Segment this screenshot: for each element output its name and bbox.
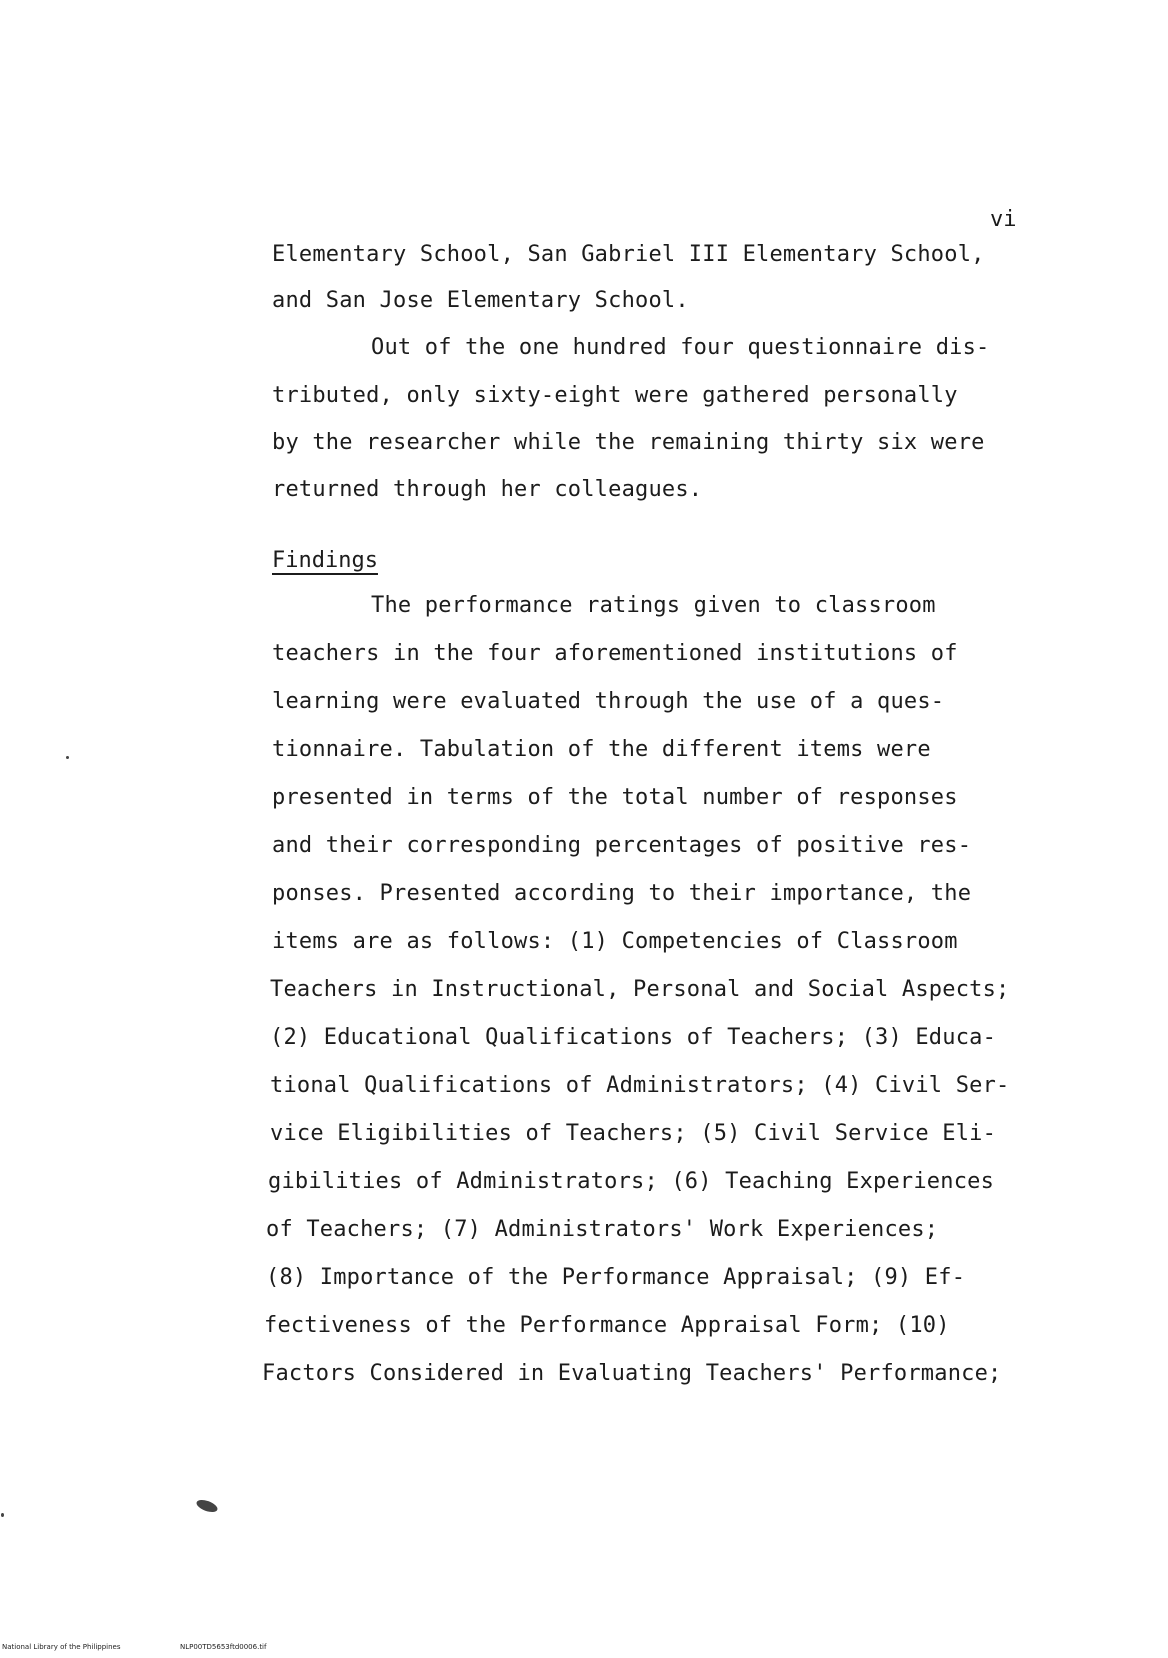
- scan-speck: [66, 756, 69, 759]
- body-line: and San Jose Elementary School.: [272, 288, 689, 313]
- scan-speck: [195, 1498, 219, 1515]
- paragraph-line: The performance ratings given to classroom: [371, 593, 936, 618]
- paragraph-line: Teachers in Instructional, Personal and Social Aspects;: [270, 977, 1010, 1002]
- paragraph-line: fectiveness of the Performance Appraisal Form; (10): [264, 1313, 950, 1338]
- paragraph-line: returned through her colleagues.: [272, 477, 703, 502]
- scan-speck: [1, 1513, 4, 1517]
- footer-file-id: NLP00TD5653ftd0006.tif: [180, 1643, 267, 1651]
- paragraph-line: items are as follows: (1) Competencies of Classroom: [272, 929, 958, 954]
- paragraph-line: (2) Educational Qualifications of Teachers; (3) Educa-: [270, 1025, 997, 1050]
- paragraph-line: tionnaire. Tabulation of the different items were: [272, 737, 931, 762]
- section-heading: Findings: [272, 548, 378, 573]
- footer-library: National Library of the Philippines: [2, 1643, 121, 1651]
- paragraph-line: gibilities of Administrators; (6) Teaching Experiences: [268, 1169, 995, 1194]
- paragraph-line: by the researcher while the remaining thirty six were: [272, 430, 985, 455]
- paragraph-line: learning were evaluated through the use of a ques-: [272, 689, 945, 714]
- paragraph-line: and their corresponding percentages of positive res-: [272, 833, 972, 858]
- paragraph-line: presented in terms of the total number of responses: [272, 785, 958, 810]
- paragraph-line: (8) Importance of the Performance Appraisal; (9) Ef-: [266, 1265, 966, 1290]
- paragraph-line: Factors Considered in Evaluating Teachers' Performance;: [262, 1361, 1002, 1386]
- paragraph-line: of Teachers; (7) Administrators' Work Experiences;: [266, 1217, 939, 1242]
- footer-credit: [2, 1643, 267, 1651]
- paragraph-line: teachers in the four aforementioned institutions of: [272, 641, 958, 666]
- paragraph-line: vice Eligibilities of Teachers; (5) Civil Service Eli-: [270, 1121, 997, 1146]
- paragraph-line: tributed, only sixty-eight were gathered personally: [272, 383, 958, 408]
- paragraph-line: tional Qualifications of Administrators; (4) Civil Ser-: [270, 1073, 1010, 1098]
- paragraph-line: Out of the one hundred four questionnaire dis-: [371, 335, 990, 360]
- paragraph-line: ponses. Presented according to their importance, the: [272, 881, 972, 906]
- page-number: vi: [990, 207, 1017, 232]
- body-line: Elementary School, San Gabriel III Elementary School,: [272, 242, 985, 267]
